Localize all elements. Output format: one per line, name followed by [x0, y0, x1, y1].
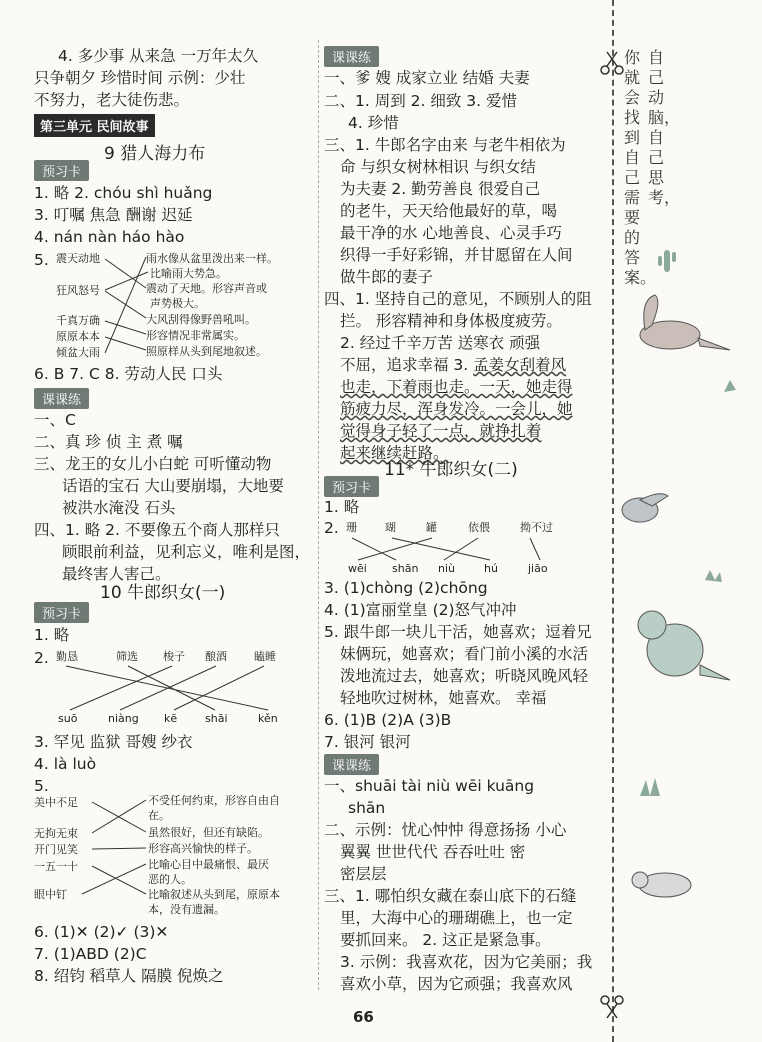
match-left-item: 美中不足 — [34, 796, 78, 809]
match-right-item: 形容高兴愉快的样子。 — [148, 842, 258, 855]
text-line: 轻地吹过树林，她喜欢。 幸福 — [340, 689, 547, 707]
match-top-item: 筛选 — [116, 650, 138, 663]
section-tag: 预习卡 — [324, 476, 379, 497]
question-label: 5. — [34, 777, 49, 795]
side-motto-col: 你就会找到自己需要的答案。 — [624, 48, 657, 287]
text-line: 织得一手好彩锦，并甘愿留在人间 — [340, 246, 573, 264]
match-top-item: 梭子 — [163, 650, 185, 663]
lesson-title: 10 牛郎织女(一) — [100, 583, 226, 603]
match-top-item: 勤恳 — [56, 650, 78, 663]
scissors-icon — [601, 52, 623, 1018]
lesson-title: 11* 牛郎织女(二) — [384, 460, 518, 480]
text-line: 最干净的水 心地善良、心灵手巧 — [340, 224, 562, 242]
text-line: 拦。 形容精神和身体极度疲劳。 — [340, 312, 562, 330]
text-line: 三、1. 哪怕织女藏在泰山底下的石缝 — [324, 887, 577, 905]
underlined-text: 起来继续赶路。 — [340, 444, 449, 462]
section-tag: 课课练 — [324, 754, 379, 775]
match-left-item: 眼中钉 — [34, 888, 67, 901]
match-left-item: 千真万确 — [56, 314, 100, 327]
text-line: 只争朝夕 珍惜时间 示例：少壮 — [34, 69, 246, 87]
text-line: 1. 略 — [324, 498, 360, 516]
side-motto-col: 自己动脑，自己思考， — [648, 48, 681, 207]
match-right-item: 照原样从头到尾地叙述。 — [146, 345, 267, 358]
match-right-item: 在。 — [148, 809, 170, 822]
match-bottom-item: hú — [484, 562, 498, 575]
match-bottom-item: shān — [392, 562, 419, 575]
text-line: 5. 跟牛郎一块儿干活，她喜欢；逗着兄 — [324, 623, 592, 641]
dinosaur-icon — [638, 611, 730, 680]
text-line: 一、C — [34, 411, 76, 429]
match-bottom-item: niàng — [108, 712, 139, 725]
text-line: 被洪水淹没 石头 — [62, 499, 176, 517]
text-line: 8. 绍钧 稻草人 隔膜 倪焕之 — [34, 967, 224, 985]
match-top-item: 酿酒 — [205, 650, 227, 663]
text-line: 4. nán nàn háo hào — [34, 228, 185, 246]
text-line: 1. 略 — [34, 626, 70, 644]
match-left-item: 无拘无束 — [34, 827, 78, 840]
text-line: 7. 银河 银河 — [324, 733, 411, 751]
text-line: 顾眼前利益，见利忘义，唯利是图， — [62, 543, 311, 561]
text-line: 7. (1)ABD (2)C — [34, 945, 147, 963]
match-left-item: 倾盆大雨 — [56, 346, 100, 359]
dinosaur-icon — [622, 494, 668, 522]
text-line: 四、1. 略 2. 不要像五个商人那样只 — [34, 521, 280, 539]
text-line: 二、示例：忧心忡忡 得意扬扬 小心 — [324, 821, 567, 839]
text-line: 翼翼 世世代代 吞吞吐吐 密 — [340, 843, 526, 861]
text-line: 4. 珍惜 — [348, 114, 399, 132]
match-left-item: 震天动地 — [56, 252, 100, 265]
section-tag: 预习卡 — [34, 602, 89, 623]
match-bottom-item: shāi — [205, 712, 228, 725]
text-line: 4. 多少事 从来急 一万年太久 — [58, 47, 259, 65]
text-line: 4. là luò — [34, 755, 97, 773]
text-line: 要抓回来。 2. 这正是紧急事。 — [340, 931, 551, 949]
match-bottom-item: wēi — [348, 562, 367, 575]
match-right-item: 恶的人。 — [148, 873, 192, 886]
text-line: 一、shuāi tài niù wēi kuāng — [324, 777, 535, 795]
question-label: 2. — [34, 649, 49, 667]
match-right-item: 本，没有遗漏。 — [148, 903, 225, 916]
question-label: 5. — [34, 251, 49, 269]
underlined-text: 也走，下着雨也走。一天，她走得 — [340, 378, 573, 396]
match-bottom-item: kē — [164, 712, 178, 725]
text-line: 不努力，老大徒伤悲。 — [34, 91, 190, 109]
text-line: shān — [348, 799, 386, 817]
text-line: 6. (1)✕ (2)✓ (3)✕ — [34, 923, 169, 941]
dinosaur-icon — [632, 872, 691, 897]
match-top-item: 罐 — [426, 521, 437, 534]
match-bottom-item: suō — [58, 712, 78, 725]
text-line: 最终害人害己。 — [62, 565, 171, 583]
text-line: 里，大海中心的珊瑚礁上，也一定 — [340, 909, 573, 927]
text-line: 的老牛，天天给他最好的草，喝 — [340, 202, 558, 220]
match-right-item: 不受任何约束，形容自由自 — [148, 794, 280, 807]
text-line: 密层层 — [340, 865, 387, 883]
underlined-text: 筋疲力尽，浑身发冷。一会儿，她 — [340, 400, 573, 418]
match-bottom-item: kěn — [258, 712, 278, 725]
text-line: 4. (1)富丽堂皇 (2)怒气冲冲 — [324, 601, 517, 619]
match-right-item: 震动了天地。形容声音或 — [146, 282, 267, 295]
section-tag: 课课练 — [324, 46, 379, 67]
dinosaur-icon — [640, 295, 730, 350]
text-line: 3. (1)chòng (2)chōng — [324, 579, 488, 597]
match-top-item: 珊 — [346, 521, 357, 534]
underlined-text: 觉得身子轻了一点，就挣扎着 — [340, 422, 542, 440]
match-left-item: 原原本本 — [56, 330, 100, 343]
match-right-item: 声势极大。 — [150, 297, 205, 310]
text-span: 不屈，追求幸福 3. — [340, 356, 474, 374]
match-right-item: 虽然很好，但还有缺陷。 — [148, 826, 269, 839]
text-line: 6. (1)B (2)A (3)B — [324, 711, 452, 729]
section-tag: 课课练 — [34, 388, 89, 409]
text-line: 3. 罕见 监狱 哥嫂 纱衣 — [34, 733, 193, 751]
match-top-item: 依偎 — [468, 521, 490, 534]
grass-icon — [640, 380, 736, 796]
text-line: 1. 略 2. chóu shì huǎng — [34, 184, 213, 202]
match-right-item: 比喻雨大势急。 — [150, 267, 227, 280]
section-tag: 预习卡 — [34, 160, 89, 181]
text-line: 二、真 珍 侦 主 煮 嘱 — [34, 433, 183, 451]
text-line: 泼地流过去，她喜欢；听晓风晚风轻 — [340, 667, 589, 685]
text-line: 一、爹 嫂 成家立业 结婚 夫妻 — [324, 69, 530, 87]
cactus-icon — [658, 250, 676, 272]
match-left-item: 开门见笑 — [34, 843, 78, 856]
text-line: 四、1. 坚持自己的意见，不顾别人的阻 — [324, 290, 592, 308]
text-line: 命 与织女树林相识 与织女结 — [340, 158, 536, 176]
match-right-item: 比喻叙述从头到尾，原原本 — [148, 888, 280, 901]
text-line: 3. 示例：我喜欢花，因为它美丽；我 — [340, 953, 593, 971]
match-right-item: 形容情况非常属实。 — [146, 329, 245, 342]
text-line: 做牛郎的妻子 — [340, 268, 434, 286]
text-line: 6. B 7. C 8. 劳动人民 口头 — [34, 365, 223, 383]
match-left-item: 狂风怒号 — [56, 284, 100, 297]
question-label: 2. — [324, 519, 339, 537]
unit-header: 第三单元 民间故事 — [34, 114, 155, 137]
text-line: 三、1. 牛郎名字由来 与老牛相依为 — [324, 136, 566, 154]
text-line: 3. 叮嘱 焦急 酬谢 迟延 — [34, 206, 193, 224]
text-line: 妹俩玩，她喜欢；看门前小溪的水活 — [340, 645, 589, 663]
lesson-title: 9 猎人海力布 — [104, 144, 206, 164]
match-top-item: 瑚 — [385, 521, 396, 534]
underlined-text: 孟姜女刮着风 — [473, 356, 567, 374]
text-line: 二、1. 周到 2. 细致 3. 爱惜 — [324, 92, 518, 110]
text-line: 为夫妻 2. 勤劳善良 很爱自己 — [340, 180, 541, 198]
match-bottom-item: jiāo — [528, 562, 548, 575]
match-right-item: 比喻心目中最痛恨、最厌 — [148, 858, 269, 871]
page-number: 66 — [353, 1008, 374, 1026]
match-right-item: 大风刮得像野兽吼叫。 — [146, 313, 256, 326]
text-line: 三、龙王的女儿小白蛇 可听懂动物 — [34, 455, 272, 473]
text-line: 喜欢小草，因为它顽强；我喜欢风 — [340, 975, 573, 993]
match-left-item: 一五一十 — [34, 860, 78, 873]
match-bottom-item: niù — [438, 562, 455, 575]
match-top-item: 拗不过 — [520, 521, 553, 534]
match-right-item: 雨水像从盆里泼出来一样。 — [146, 252, 278, 265]
match-top-item: 瞌睡 — [254, 650, 276, 663]
text-line: 2. 经过千辛万苦 送寒衣 顽强 — [340, 334, 541, 352]
text-line: 话语的宝石 大山要崩塌，大地要 — [62, 477, 284, 495]
